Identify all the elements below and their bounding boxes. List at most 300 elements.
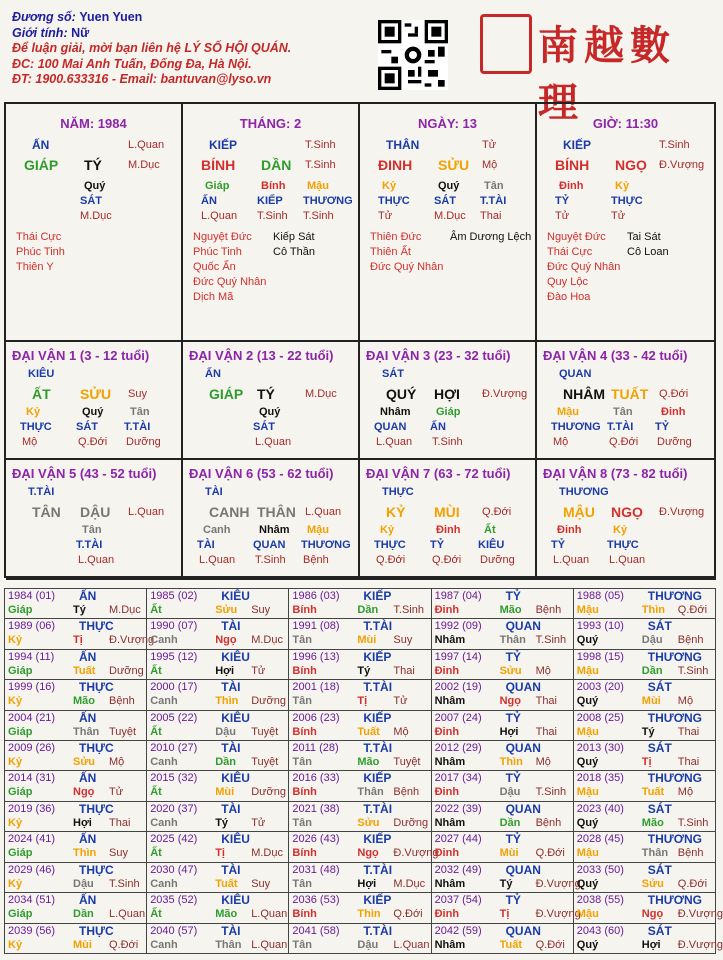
year-label: 1993 (10) bbox=[576, 620, 624, 633]
year-label: 2037 (54) bbox=[434, 894, 482, 907]
year-cell[interactable] bbox=[432, 619, 574, 649]
seal-stamp bbox=[480, 14, 532, 74]
dai-van-hidden-stem: Kỷ bbox=[380, 524, 395, 536]
brand-logo: 南越數理 bbox=[538, 22, 676, 126]
year-cell[interactable] bbox=[289, 863, 431, 893]
year-stem: Đinh bbox=[434, 604, 460, 616]
star-good: Thiên Ất bbox=[370, 246, 411, 258]
year-cell[interactable] bbox=[5, 741, 147, 771]
year-branch: Tị bbox=[357, 695, 368, 708]
year-cell[interactable] bbox=[5, 650, 147, 680]
year-cell[interactable] bbox=[574, 589, 716, 619]
year-label: 2006 (23) bbox=[292, 711, 340, 724]
year-branch: Sửu bbox=[357, 816, 380, 829]
year-phase: Mộ bbox=[535, 664, 551, 677]
year-stem: Quý bbox=[576, 695, 599, 708]
star-good: Đào Hoa bbox=[547, 291, 591, 303]
dai-van-branch: NGỌ bbox=[611, 504, 643, 520]
dai-van-god: QUAN bbox=[559, 368, 592, 380]
year-phase: Tuyệt bbox=[393, 756, 421, 769]
hidden-stem: Giáp bbox=[205, 180, 230, 192]
dai-van-hidden-stem: Canh bbox=[203, 524, 231, 536]
year-cell[interactable] bbox=[289, 924, 431, 954]
year-god: ẤN bbox=[79, 832, 97, 847]
year-branch: Thân bbox=[73, 725, 100, 738]
dai-van-hidden-god: QUAN bbox=[374, 421, 407, 433]
hidden-phase: M.Dục bbox=[80, 210, 112, 222]
year-cell[interactable] bbox=[5, 893, 147, 923]
pillar-stem: ĐINH bbox=[378, 157, 413, 173]
year-cell[interactable] bbox=[432, 802, 574, 832]
dai-van-hidden-phase: L.Quan bbox=[609, 554, 646, 566]
year-phase: Dưỡng bbox=[109, 664, 144, 677]
year-label: 2019 (36) bbox=[8, 802, 56, 815]
pillar-1 bbox=[6, 104, 183, 342]
star-good: Nguyệt Đức bbox=[547, 231, 606, 243]
year-label: 2033 (50) bbox=[576, 863, 624, 876]
year-god: THƯƠNG bbox=[647, 710, 702, 725]
hidden-stem: Quý bbox=[438, 180, 460, 192]
dai-van-branch: THÂN bbox=[257, 504, 296, 520]
year-cell[interactable] bbox=[574, 802, 716, 832]
year-branch: Thân bbox=[357, 786, 384, 799]
pillar-stem: BÍNH bbox=[555, 157, 590, 173]
year-god: ẤN bbox=[79, 710, 97, 725]
year-phase: Đ.Vượng bbox=[393, 847, 439, 860]
year-stem: Kỷ bbox=[8, 877, 23, 890]
hidden-god: KIẾP bbox=[257, 195, 283, 207]
dai-van-branch: HỢI bbox=[434, 386, 460, 402]
dai-van-hidden-phase: T.Sinh bbox=[432, 436, 463, 448]
year-phase: M.Dục bbox=[251, 847, 283, 860]
year-branch: Tị bbox=[73, 634, 83, 647]
star-good: Dịch Mã bbox=[193, 291, 234, 303]
pillar-god-note: T.Sinh bbox=[659, 139, 690, 151]
year-cell[interactable] bbox=[5, 589, 147, 619]
dai-van-hidden-phase: Dưỡng bbox=[126, 436, 161, 448]
dai-van-god: THỰC bbox=[382, 486, 414, 498]
year-stem: Giáp bbox=[8, 604, 33, 616]
year-cell[interactable] bbox=[574, 771, 716, 801]
year-label: 2041 (58) bbox=[292, 924, 340, 937]
year-god: KIÊU bbox=[221, 589, 250, 603]
dai-van-phase: M.Dục bbox=[305, 388, 337, 400]
star-bad: Cô Loan bbox=[627, 246, 669, 258]
year-cell[interactable] bbox=[147, 832, 289, 862]
year-label: 2031 (48) bbox=[292, 863, 340, 876]
year-phase: Dưỡng bbox=[251, 695, 286, 708]
dai-van-hidden-phase: L.Quan bbox=[78, 554, 115, 566]
dai-van-1 bbox=[6, 342, 183, 460]
year-cell[interactable] bbox=[574, 619, 716, 649]
year-cell[interactable] bbox=[147, 771, 289, 801]
year-branch: Mùi bbox=[499, 847, 519, 860]
pillar-3 bbox=[360, 104, 537, 342]
hidden-stem: Tân bbox=[484, 180, 504, 192]
hidden-stem: Bính bbox=[261, 180, 286, 192]
year-phase: Thai bbox=[677, 725, 700, 738]
year-phase: Đ.Vượng bbox=[677, 908, 723, 921]
year-god: KIẾP bbox=[363, 893, 392, 908]
year-stem: Canh bbox=[150, 877, 178, 890]
year-branch: Mão bbox=[641, 816, 664, 829]
year-label: 2007 (24) bbox=[434, 711, 482, 724]
hidden-phase: Thai bbox=[480, 210, 502, 222]
year-branch: Sửu bbox=[73, 756, 96, 769]
year-phase: Suy bbox=[393, 634, 413, 647]
year-god: QUAN bbox=[505, 619, 541, 634]
pillar-god: KIẾP bbox=[209, 138, 238, 152]
year-phase: Đ.Vượng bbox=[677, 938, 723, 951]
dai-van-stem: CANH bbox=[209, 504, 250, 520]
dai-van-title: ĐẠI VẬN 5 (43 - 52 tuổi) bbox=[12, 466, 157, 481]
year-phase: M.Dục bbox=[109, 604, 141, 616]
year-stem: Đinh bbox=[434, 908, 460, 921]
year-god: ẤN bbox=[79, 649, 97, 664]
year-stem: Mậu bbox=[576, 725, 599, 738]
year-phase: Dưỡng bbox=[251, 786, 286, 799]
year-cell[interactable] bbox=[147, 863, 289, 893]
dai-van-hidden-god: QUAN bbox=[253, 539, 286, 551]
year-stem: Giáp bbox=[8, 786, 33, 799]
dai-van-hidden-god: SÁT bbox=[253, 421, 275, 433]
hidden-god: SÁT bbox=[80, 195, 102, 207]
pillar-branch-note: Đ.Vượng bbox=[659, 159, 705, 171]
year-cell[interactable] bbox=[432, 589, 574, 619]
year-label: 2039 (56) bbox=[8, 924, 56, 937]
year-stem: Quý bbox=[576, 756, 599, 769]
year-stem: Mậu bbox=[576, 847, 599, 860]
year-label: 2020 (37) bbox=[150, 802, 198, 815]
hidden-stem: Quý bbox=[84, 180, 106, 192]
year-cell[interactable] bbox=[289, 802, 431, 832]
phone-email-line: ĐT: 1900.633316 - Email: bantuvan@lyso.vn bbox=[12, 72, 272, 86]
year-stem: Kỷ bbox=[8, 938, 23, 951]
year-god: QUAN bbox=[505, 680, 541, 695]
year-label: 1998 (15) bbox=[576, 650, 624, 663]
dai-van-2 bbox=[183, 342, 360, 460]
year-cell[interactable] bbox=[147, 589, 289, 619]
dai-van-hidden-god: TỶ bbox=[430, 539, 445, 551]
pillar-branch: NGỌ bbox=[615, 157, 647, 173]
dai-van-phase: Suy bbox=[128, 388, 147, 400]
dai-van-stem: GIÁP bbox=[209, 386, 244, 402]
year-phase: Thai bbox=[677, 756, 700, 769]
hidden-phase: M.Dục bbox=[434, 210, 466, 222]
year-cell[interactable] bbox=[5, 771, 147, 801]
qr-code[interactable] bbox=[378, 20, 448, 90]
year-phase: T.Sinh bbox=[677, 816, 709, 829]
dai-van-hidden-god: TÀI bbox=[197, 539, 215, 551]
year-god: ẤN bbox=[79, 771, 97, 786]
year-cell[interactable] bbox=[147, 802, 289, 832]
year-label: 2036 (53) bbox=[292, 894, 340, 907]
year-branch: Dậu bbox=[357, 938, 379, 951]
year-cell[interactable] bbox=[5, 680, 147, 710]
year-god: SÁT bbox=[647, 619, 672, 634]
year-branch: Mùi bbox=[215, 786, 235, 799]
dai-van-title: ĐẠI VẬN 6 (53 - 62 tuổi) bbox=[189, 466, 334, 481]
dai-van-hidden-god: THƯƠNG bbox=[301, 539, 351, 551]
year-cell[interactable] bbox=[147, 619, 289, 649]
year-phase: Mộ bbox=[393, 725, 409, 738]
hidden-phase: T.Sinh bbox=[257, 210, 288, 222]
year-stem: Quý bbox=[576, 634, 599, 647]
year-label: 2021 (38) bbox=[292, 802, 340, 815]
year-label: 1987 (04) bbox=[434, 590, 482, 602]
hidden-stem: Đinh bbox=[559, 180, 584, 192]
year-label: 1997 (14) bbox=[434, 650, 482, 663]
year-cell[interactable] bbox=[289, 589, 431, 619]
year-label: 2023 (40) bbox=[576, 802, 624, 815]
star-good: Quốc Ấn bbox=[193, 261, 236, 273]
year-phase: Suy bbox=[251, 877, 271, 890]
year-god: ẤN bbox=[79, 589, 97, 603]
pillar-branch: DẦN bbox=[261, 157, 292, 173]
dai-van-phase: Đ.Vượng bbox=[659, 506, 705, 518]
year-god: THƯƠNG bbox=[647, 589, 702, 603]
year-god: QUAN bbox=[505, 862, 541, 877]
year-phase: Bệnh bbox=[535, 816, 562, 829]
year-cell[interactable] bbox=[574, 863, 716, 893]
year-branch: Tý bbox=[73, 604, 86, 616]
year-branch: Mùi bbox=[641, 695, 661, 708]
year-cell[interactable] bbox=[5, 924, 147, 954]
year-phase: Đ.Vượng bbox=[109, 634, 155, 647]
year-god: TÀI bbox=[221, 741, 241, 756]
year-god: KIẾP bbox=[363, 710, 392, 725]
year-label: 1986 (03) bbox=[292, 590, 340, 602]
year-cell[interactable] bbox=[289, 650, 431, 680]
year-stem: Mậu bbox=[576, 786, 599, 799]
year-cell[interactable] bbox=[432, 862, 581, 893]
year-branch: Tý bbox=[499, 877, 513, 890]
year-branch: Thìn bbox=[215, 695, 239, 708]
year-stem: Tân bbox=[292, 877, 312, 890]
year-god: SÁT bbox=[647, 862, 672, 877]
hidden-stem: Kỷ bbox=[382, 180, 397, 192]
year-cell[interactable] bbox=[147, 924, 289, 954]
year-god: THƯƠNG bbox=[647, 893, 702, 908]
year-cell[interactable] bbox=[5, 863, 147, 893]
dai-van-god: THƯƠNG bbox=[559, 486, 609, 498]
year-label: 1988 (05) bbox=[576, 590, 624, 602]
year-god: THỰC bbox=[79, 741, 114, 756]
year-god: T.TÀI bbox=[363, 923, 393, 938]
year-branch: Thìn bbox=[641, 604, 666, 616]
pillar-god: ẤN bbox=[32, 138, 50, 152]
year-god: KIẾP bbox=[363, 649, 392, 664]
star-bad: Tai Sát bbox=[627, 231, 661, 243]
star-bad: Âm Dương Lệch bbox=[450, 231, 532, 243]
dai-van-hidden-stem: Kỷ bbox=[613, 524, 628, 536]
year-cell[interactable] bbox=[5, 832, 147, 862]
year-cell[interactable] bbox=[289, 711, 431, 741]
year-cell[interactable] bbox=[147, 711, 289, 741]
dai-van-hidden-stem: Quý bbox=[259, 406, 281, 418]
year-cell[interactable] bbox=[574, 650, 716, 680]
hidden-phase: Tử bbox=[378, 210, 393, 222]
year-god: TỶ bbox=[505, 771, 521, 786]
year-branch: Tuất bbox=[499, 938, 522, 951]
year-label: 1990 (07) bbox=[150, 620, 198, 633]
year-cell[interactable] bbox=[289, 832, 439, 862]
year-branch: Mão bbox=[73, 695, 95, 708]
year-label: 1992 (09) bbox=[434, 620, 482, 633]
year-cell[interactable] bbox=[432, 741, 574, 771]
owner-name: Yuen Yuen bbox=[79, 10, 143, 24]
year-phase: Mộ bbox=[109, 756, 125, 769]
dai-van-hidden-stem: Tân bbox=[82, 524, 102, 536]
year-stem: Tân bbox=[292, 756, 312, 769]
year-stem: Kỷ bbox=[8, 634, 23, 647]
star-good: Quy Lộc bbox=[547, 276, 588, 288]
dai-van-hidden-stem: Mậu bbox=[557, 406, 579, 418]
year-cell[interactable] bbox=[574, 680, 716, 710]
year-cell[interactable] bbox=[432, 771, 574, 801]
star-good: Đức Quý Nhân bbox=[370, 261, 444, 273]
pillar-stem: BÍNH bbox=[201, 157, 236, 173]
year-phase: Dưỡng bbox=[393, 816, 429, 829]
year-phase: Thai bbox=[393, 664, 415, 677]
year-label: 1996 (13) bbox=[292, 650, 340, 663]
year-phase: Q.Đới bbox=[535, 938, 565, 951]
year-branch: Thìn bbox=[73, 847, 97, 860]
year-branch: Hợi bbox=[499, 725, 519, 738]
year-branch: Thân bbox=[499, 634, 526, 647]
year-cell[interactable] bbox=[289, 680, 431, 710]
year-stem: Bính bbox=[292, 604, 317, 616]
dai-van-title: ĐẠI VẬN 8 (73 - 82 tuổi) bbox=[543, 466, 688, 481]
dai-van-stem: ẤT bbox=[32, 386, 51, 402]
year-cell[interactable] bbox=[574, 741, 716, 771]
year-cell[interactable] bbox=[432, 832, 574, 862]
dai-van-branch: TÝ bbox=[257, 386, 275, 402]
year-god: SÁT bbox=[647, 923, 672, 938]
year-stem: Ất bbox=[150, 604, 162, 616]
annual-table bbox=[4, 588, 723, 954]
year-branch: Mùi bbox=[357, 634, 377, 647]
year-stem: Nhâm bbox=[434, 756, 466, 769]
year-stem: Bính bbox=[292, 664, 317, 677]
year-branch: Tuất bbox=[357, 725, 380, 738]
year-branch: Ngọ bbox=[357, 847, 379, 860]
dai-van-stem: TÂN bbox=[32, 504, 61, 520]
year-cell[interactable] bbox=[289, 893, 431, 923]
year-branch: Dậu bbox=[215, 725, 236, 738]
year-cell[interactable] bbox=[147, 741, 289, 771]
dai-van-phase: L.Quan bbox=[128, 506, 165, 518]
year-label: 2025 (42) bbox=[150, 833, 198, 846]
year-cell[interactable] bbox=[432, 680, 574, 710]
year-label: 2018 (35) bbox=[576, 772, 624, 785]
year-cell[interactable] bbox=[147, 893, 289, 923]
dai-van-hidden-phase: Q.Đới bbox=[376, 554, 406, 566]
star-good: Thiên Đức bbox=[370, 231, 422, 243]
hidden-god: TỶ bbox=[555, 195, 570, 207]
year-stem: Kỷ bbox=[8, 816, 23, 829]
year-phase: Thai bbox=[109, 816, 131, 829]
year-god: T.TÀI bbox=[363, 801, 393, 816]
pillar-god-note: T.Sinh bbox=[305, 139, 336, 151]
year-branch: Hợi bbox=[215, 664, 235, 677]
hidden-god: T.TÀI bbox=[480, 195, 507, 207]
hidden-god: ẤN bbox=[201, 195, 217, 207]
gender-value: Nữ bbox=[71, 25, 90, 40]
year-cell[interactable] bbox=[574, 711, 716, 741]
year-god: THƯƠNG bbox=[647, 771, 702, 786]
year-stem: Bính bbox=[292, 847, 317, 860]
year-god: T.TÀI bbox=[363, 619, 393, 634]
header-info bbox=[12, 10, 291, 88]
year-cell[interactable] bbox=[289, 771, 431, 801]
dai-van-hidden-god: TỶ bbox=[551, 539, 566, 551]
year-cell[interactable] bbox=[574, 832, 716, 862]
year-cell[interactable] bbox=[5, 619, 155, 649]
year-cell[interactable] bbox=[5, 711, 147, 741]
year-label: 2008 (25) bbox=[576, 711, 624, 724]
hidden-god: THỰC bbox=[378, 195, 410, 207]
year-cell[interactable] bbox=[147, 650, 289, 680]
star-good: Phúc Tinh bbox=[193, 246, 242, 258]
year-label: 2012 (29) bbox=[434, 742, 482, 755]
dai-van-hidden-god: SÁT bbox=[76, 421, 98, 433]
dai-van-hidden-god: THỰC bbox=[374, 539, 406, 551]
star-good: Phúc Tinh bbox=[16, 246, 65, 258]
year-cell[interactable] bbox=[289, 741, 431, 771]
year-cell[interactable] bbox=[432, 711, 574, 741]
year-label: 1989 (06) bbox=[8, 620, 56, 633]
year-cell[interactable] bbox=[147, 680, 289, 710]
pillar-title: GIỜ: 11:30 bbox=[592, 116, 659, 131]
year-god: TỶ bbox=[505, 649, 521, 664]
year-stem: Tân bbox=[292, 938, 312, 951]
year-cell[interactable] bbox=[432, 924, 574, 954]
year-branch: Tuất bbox=[215, 877, 238, 890]
dai-van-hidden-phase: L.Quan bbox=[255, 436, 292, 448]
year-cell[interactable] bbox=[5, 802, 147, 832]
year-branch: Sửu bbox=[641, 877, 664, 890]
pillar-god: THÂN bbox=[386, 138, 420, 152]
year-cell[interactable] bbox=[432, 893, 581, 923]
year-phase: Mộ bbox=[677, 695, 694, 708]
star-good: Nguyệt Đức bbox=[193, 231, 252, 243]
dai-van-hidden-phase: Dưỡng bbox=[480, 554, 515, 566]
year-god: TỶ bbox=[505, 710, 521, 725]
pillar-branch-note: M.Dục bbox=[128, 159, 160, 171]
year-cell[interactable] bbox=[574, 923, 723, 954]
hidden-phase: Tử bbox=[611, 210, 626, 222]
year-stem: Đinh bbox=[434, 786, 460, 799]
year-cell[interactable] bbox=[574, 893, 723, 923]
year-stem: Giáp bbox=[8, 725, 33, 738]
year-stem: Kỷ bbox=[8, 695, 23, 708]
hidden-stem: Mậu bbox=[307, 180, 329, 192]
year-god: T.TÀI bbox=[363, 680, 393, 695]
year-stem: Đinh bbox=[434, 725, 460, 738]
year-branch: Ngọ bbox=[73, 786, 95, 799]
year-cell[interactable] bbox=[432, 650, 574, 680]
year-phase: Mộ bbox=[677, 786, 694, 799]
year-phase: Bệnh bbox=[677, 634, 704, 647]
year-god: THƯƠNG bbox=[647, 649, 702, 664]
dai-van-stem: QUÝ bbox=[386, 386, 417, 402]
year-god: TỶ bbox=[505, 589, 521, 603]
year-label: 2030 (47) bbox=[150, 863, 198, 876]
year-phase: Mộ bbox=[535, 756, 551, 769]
year-cell[interactable] bbox=[289, 619, 431, 649]
year-phase: L.Quan bbox=[251, 908, 288, 921]
